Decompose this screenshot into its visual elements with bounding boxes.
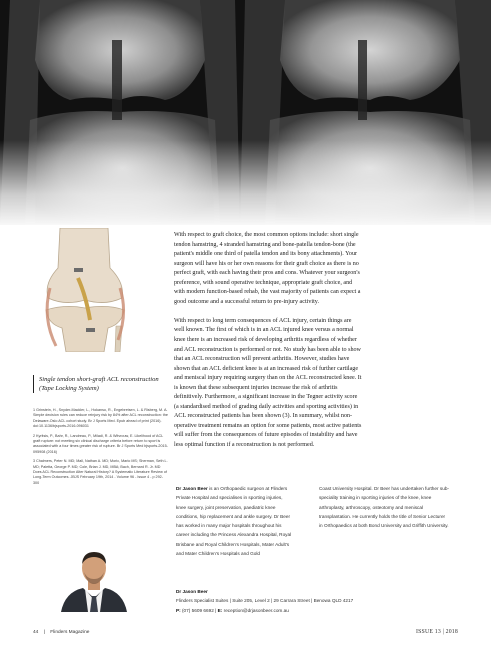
article-body [174,231,362,460]
reference-item: 3 Chalmers, Peter N. MD; Mall, Nathan A. MD; Moric, Mario MS; Sherman, Seth L. MD; Paletta, George P. MD; Cole, Brian J. MD, MBA; Bach, Bernard R. Jr. MD Does ACL Reconstruction Alter Natural History? A Systematic Literature Review of Long-Term Outcomes. JBJS February 19th, 2014 - Volume 96 - Issue 4 - p 292-300 [33,459,168,485]
references-list [33,408,168,490]
contact-line [176,606,466,615]
contact-name: Dr Jason Beer [176,589,208,594]
magazine-name: Flinders Magazine [50,630,90,635]
phone-label: P: [176,607,181,613]
contact-address: Flinders Specialist Suites | Suite 205, Level 2 | 29 Carrara Street | Benowa QLD 4217 [176,598,354,604]
mri-header-image [0,0,491,225]
issue-label: ISSUE 13 | 2018 [415,629,458,635]
email-label: E: [217,607,223,613]
contact-block [176,587,466,615]
author-photo [55,546,133,612]
contact-separator: | [215,607,217,613]
mri-fade-overlay [0,140,491,225]
author-name: Dr Jason Beer [176,486,208,491]
reference-item: 1 Grinstein, H., Snyder-Mackler, L., Hokanso, R., Engebretsen, L. & Risberg, M. A. Simple decision rules can reduce reinjury risk by 84% after ACL reconstruction: the Delaware-Oslo ACL cohort study. Br J Sports Med. Epub ahead of print (2016). doi:10.1136/bjsports-2016-096031 [33,408,168,429]
author-bio-text: Coast University Hospital. Dr Beer has undertaken further sub-speciality training in sporting injuries of the knee, knee arthroplasty, arthroscopy, osteotomy and meniscal transplantation. He currently holds the title of Senior Lecturer in Orthopaedics at both Bond University and Griffith University. [319,486,450,529]
article-paragraph: With respect to graft choice, the most common options include: short single tendon hamstring, 4 stranded hamstring and bone-patella tendon-bone (the patient's middle one third of patella tendon and its bony attachments). Your surgeon will have his or her own reasons for their graft choice as there is no perfect graft, with each having their pros and cons. Whatever your surgeon's preference, with sound operative technique, appropriate graft choice, and with modern function-based rehab, the vast majority of patients can expect a good outcome and a successful return to pre-injury activity. [174,232,361,305]
footer-left [33,630,89,635]
article-paragraph: With respect to long term consequences of ACL injury, certain things are well known. The first of which is in an ACL injured knee versus a normal knee there is an increased risk of developing arthritis regardless of whether and ACL reconstruction is performed or not. No study has been able to show that an ACL reconstruction will prevent arthritis. However, studies have shown that an ACL deficient knee is at an increased risk of further cartilage and meniscal injury requiring surgery than on the ACL reconstructed knee. It is known that these subsequent injuries increase the risk of arthritis definitively. Furthermore, a significant increase in the Tegner activity score (a standardised method of grading daily activities and sporting activities) in ACL reconstructed patients has been shown (3). In summary, whilst non-operative treatment remains an option for some patients, most active patients will suffer from the consequences of future episodes of instability and have less optimal function if a reconstruction is not performed. [174,317,362,448]
page-number: 44 [33,630,39,635]
footer-separator: | [43,630,45,635]
knee-reconstruction-illustration [30,228,138,352]
reference-item: 2 Kyritsis, P., Bahr, R., Landreau, P., Miladi, R. & Witvrouw, E. Likelihood of ACL graft rupture: not meeting six clinical discharge criteria before return to sport is associated with a four times greater risk of rupture. Br J Sports Med bjsports-2015-095908 (2016) [33,433,168,454]
email-address[interactable]: reception@drjasonbeer.com.au [223,607,289,613]
figure-caption: Single tendon short-graft ACL reconstruction (Tape Locking System) [33,375,163,393]
phone-number[interactable]: (07) 5609 6692 [182,607,214,613]
author-bio-column-1 [176,484,294,558]
author-bio-text: is an Orthopaedic surgeon at Flinders Private Hospital and specialises in sporting injuries, knee surgery, joint preservation, paediatric knee conditions, hip replacement and ankle surgery. Dr Beer has worked in many major hospitals throughout his career including the Princess Alexandra Hospital, Royal Brisbane and Royal Children's Hospitals, Mater Adult's and Mater Children's Hospitals and Gold [176,486,292,557]
author-bio-column-2 [319,484,449,530]
